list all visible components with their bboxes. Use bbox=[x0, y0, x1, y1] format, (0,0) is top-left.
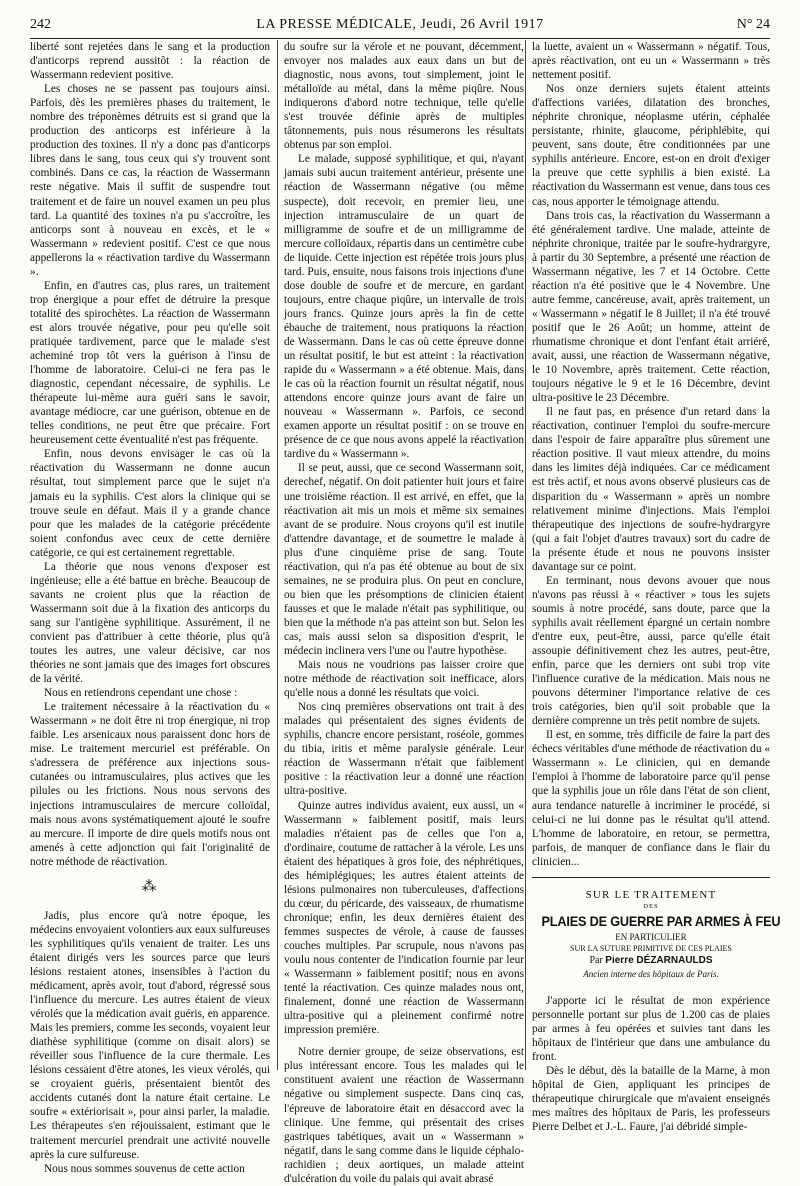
paragraph: Quinze autres individus avaient, eux aussi, un « Wassermann » faiblement positif, mais leurs maladies n'étaient pas de celles que l'on a, d'ordinaire, coutume de rattacher à la vérole. Les uns étaient des hépatiques à gros foie, des néphrétiques, des hémiplégiques; les autres étaient atteints de lésions pulmonaires non tuberculeuses, d'affections du cœur, du péricarde, des vaisseaux, de rhumatisme chronique; enfin, les deux dernières étaient des femmes suspectes de vérole, à cause de fausses couches multiples. Par scrupule, nous n'avons pas voulu nous contenter de l'indication fournie par leur « Wassermann » faiblement positif; nous en avons tenté la réactivation. Ces quinze malades nous ont, finalement, donné une réaction de Wassermann ultra-positive qui a pleinement confirmé notre impression première. bbox=[284, 799, 524, 1037]
article-heading bbox=[532, 888, 781, 980]
article-kicker: SUR LE TRAITEMENT bbox=[585, 888, 717, 901]
paragraph: J'apporte ici le résultat de mon expérience personnelle portant sur plus de 1.200 cas de plaies par armes à feu opérées et suivies tant dans les hôpitaux de l'intérieur que dans une ambulance du front. bbox=[532, 994, 770, 1063]
text-column-2 bbox=[284, 40, 524, 1185]
text-column-1 bbox=[30, 40, 270, 1175]
paragraph: Les choses ne se passent pas toujours ainsi. Parfois, dès les premières phases du traitement, le nombre des tréponèmes détruits est si grand que la production des anticorps est inférieure à la production des toxines. Il n'y a donc pas d'anticorps libres dans le sang, tous ceux qui s'y trouvent sont combinés. Dans ce cas, la réaction de Wassermann reste négative. Mais il suffit de suspendre tout traitement et de faire un nouvel examen un peu plus tard. La quantité des toxines n'a pu s'accroître, les anticorps sont à nouveau en excès, et le « Wassermann » redevient positif. C'est ce que nous appellerons la « réactivation tardive du Wassermann ». bbox=[30, 83, 270, 278]
column-divider bbox=[277, 40, 278, 1070]
text-column-3 bbox=[532, 40, 781, 1134]
paragraph: Il est, en somme, très difficile de faire la part des échecs véritables d'une méthode de réactivation du « Wassermann ». Le clinicien, qui en demande l'emploi à l'homme de laboratoire parce qu'il pense que la syphilis joue un rôle dans l'état de son client, aura tendance naturelle à incriminer le procédé, si celui-ci ne lui donne pas le résultat qu'il attend. L'homme de laboratoire, en retour, se permettra, parfois, de manquer de confiance dans le flair du clinicien... bbox=[532, 729, 770, 868]
page-number: 242 bbox=[30, 17, 51, 32]
issue-number: N° 24 bbox=[736, 17, 770, 32]
paragraph: Enfin, nous devons envisager le cas où la réactivation du Wassermann ne donne aucun résultat, tout simplement parce que le sujet n'a jamais eu la syphilis. C'est alors la clinique qui se trouve seule en défaut. Mais il y a grande chance pour que les malades de la catégorie précédente soient confondus avec ceux de cette dernière catégorie, ce qui est certainement regrettable. bbox=[30, 448, 270, 559]
article-divider bbox=[532, 877, 770, 878]
paragraph: Nous en retiendrons cependant une chose : bbox=[44, 687, 238, 700]
article-connector: DES bbox=[643, 902, 659, 910]
section-separator: ⁂ bbox=[141, 878, 159, 895]
article-subtitle: EN PARTICULIER bbox=[615, 931, 687, 942]
paragraph: Le malade, supposé syphilitique, et qui, n'ayant jamais subi aucun traitement antérieur, présente une réaction de Wassermann négative (ou même suspecte), doit recevoir, en premier lieu, une injection intramusculaire de un quart de milligramme de soufre et de un milligramme de mercure colloïdaux, répartis dans un centimètre cube de liquide. Cette injection est répétée trois jours plus tard. Puis, ensuite, nous faisons trois injections d'une dose double de soufre et de mercure, en gardant toujours, entre chaque piqûre, un intervalle de trois jours francs. Quinze jours après la fin de cette ébauche de traitement, nous pratiquons la réaction de Wassermann. Dans le cas où cette épreuve donne un résultat positif, le but est atteint : la réactivation rapide du « Wassermann » a été obtenue. Mais, dans le cas où la réaction fournit un résultat négatif, nous attendons encore quinze jours avant de faire un nouveau « Wassermann ». Parfois, ce second examen apporte un résultat positif : on se trouve en présence de ce que nous avons appelé la réactivation tardive du « Wassermann ». bbox=[284, 153, 524, 461]
paragraph: du soufre sur la vérole et ne pouvant, décemment, envoyer nos malades aux eaux dans un but de diagnostic, nous avons, tout simplement, joint le métalloïde au métal, dans la même piqûre. Nous indiquerons d'abord notre technique, telle qu'elle s'est trouvée définie après de multiples tâtonnements, puis nous résumerons les résultats obtenus par son emploi. bbox=[284, 41, 524, 152]
article-subtitle: SUR LA SUTURE PRIMITIVE DE CES PLAIES bbox=[570, 943, 732, 953]
paragraph: Il se peut, aussi, que ce second Wassermann soit, derechef, négatif. On doit patienter huit jours et faire une troisième réaction. Il est arrivé, en effet, que la réactivation ait mis un mois et même six semaines avant de se produire. Nous croyons qu'il est inutile d'attendre davantage, et de soumettre le malade à plus d'une cinquième prise de sang. Toute réactivation, qui n'a pas été obtenue au bout de six semaines, ne se produira plus. On peut en conclure, ou bien que les présomptions de clinicien étaient fausses et que le malade n'était pas syphilitique, ou bien que la méthode n'a pas atteint son but. Selon les cas, mais aussi selon sa disposition d'esprit, le médecin inclinera vers l'une ou l'autre hypothèse. bbox=[284, 462, 524, 658]
paragraph: Le traitement nécessaire à la réactivation du « Wassermann » ne doit être ni trop énergique, ni trop faible. Les arsenicaux nous paraissent donc hors de mise. Le traitement mercuriel est préférable. On s'adressera de préférence aux injections sous-cutanées ou intramusculaires, plus actives que les pilules ou les frictions. Nous nous servons des injections intramusculaires de mercure colloïdal, mais nous avons systématiquement ajouté le soufre au mercure. Il importe de dire quels motifs nous ont amenés à cette adjonction qui fait l'originalité de notre méthode de réactivation. bbox=[30, 701, 270, 868]
byline-prefix: Par bbox=[589, 954, 603, 966]
paragraph: Nos onze derniers sujets étaient atteints d'affections variées, dilatation des bronches, néphrite chronique, néoplasme utérin, céphalée persistante, rhinite, glaucome, périphlébite, qui peuvent, sans doute, être conditionnées par une syphilis antérieure. Encore, est-on en droit d'exiger la preuve que cette syphilis a bien existé. La réactivation du Wassermann est venue, dans tous ces cas, nous apporter le témoignage attendu. bbox=[532, 83, 770, 208]
paragraph: la luette, avaient un « Wassermann » négatif. Tous, après réactivation, ont eu un « Wassermann » très nettement positif. bbox=[532, 41, 770, 82]
paragraph: Mais nous ne voudrions pas laisser croire que notre méthode de réactivation soit inefficace, alors qu'elle nous a donné les résultats que voici. bbox=[284, 659, 524, 700]
paragraph: liberté sont rejetées dans le sang et la production d'anticorps reprend aussitôt : la réaction de Wassermann redevient positive. bbox=[30, 41, 270, 82]
paragraph: Dès le début, dès la bataille de la Marne, à mon hôpital de Gien, appliquant les principes de thérapeutique chirurgicale que m'avaient enseignés mes maîtres des hôpitaux de Paris, les professeurs Pierre Delbet et J.-L. Faure, j'ai débridé simple- bbox=[532, 1065, 770, 1134]
paragraph: Dans trois cas, la réactivation du Wassermann a été généralement tardive. Une malade, atteinte de néphrite chronique, traitée par le soufre-hydrargyre, à partir du 30 Septembre, a présenté une réaction de Wassermann négative, les 7 et 14 Octobre. Cette réaction n'a été positive que le 4 Novembre. Une autre femme, cancéreuse, avait, après traitement, un « Wassermann » négatif le 8 Juillet; il n'a été trouvé positif que le 26 Août; un homme, atteint de rhumatisme chronique et dont l'enfant était arriéré, avait, aussi, une réaction de Wassermann négative, le 10 Novembre, après traitement. Cette réaction, toujours négative le 9 et le 16 Décembre, devint ultra-positive le 23 Décembre. bbox=[532, 209, 770, 405]
paragraph: En terminant, nous devons avouer que nous n'avons pas réussi à « réactiver » tous les sujets soumis à notre procédé, sans doute, parce que la syphilis avait réellement épargné un certain nombre d'entre eux, peut-être, aussi, parce qu'elle était assoupie définitivement chez les autres, peut-être, enfin, parce que les derniers ont subi trop vite l'influence curative de la médication. Mais nous ne pouvons déterminer l'importance relative de ces trois catégories, bien qu'il soit probable que la dernière comprenne un très petit nombre de sujets. bbox=[532, 574, 770, 728]
author-name: Pierre DÉZARNAULDS bbox=[605, 954, 713, 966]
article-title: PLAIES DE GUERRE PAR ARMES À FEU bbox=[541, 913, 781, 929]
paragraph: Nous nous sommes souvenus de cette action bbox=[44, 1162, 245, 1175]
page-header bbox=[30, 12, 770, 39]
paragraph: Jadis, plus encore qu'à notre époque, les médecins envoyaient volontiers aux eaux sulfureuses les syphilitiques qu'ils venaient de traiter. Les uns étaient dirigés vers les sources parce que leurs lésions restaient atones, insensibles à l'action du médicament, après avoir, tout d'abord, régressé sous l'influence du mercure. Les autres étaient de vieux vérolés que la médication avait guéris, en apparence. Mais les premiers, comme les seconds, voyaient leur diathèse syphilitique (comme on disait alors) se réveiller sous l'influence de la cure thermale. Les lésions cessaient d'être atones, les vieux vérolés, qui se croyaient guéris, présentaient bientôt des accidents cutanés dont la nature était certaine. Le soufre « extériorisait », pour ainsi parler, la maladie. Les thérapeutes s'en réjouissaient, estimant que le traitement mercuriel prendrait une activité nouvelle après la cure sulfureuse. bbox=[30, 909, 270, 1161]
paragraph: Nos cinq premières observations ont trait à des malades qui présentaient des signes évidents de syphilis, chancre encore persistant, roséole, gommes du tibia, iritis et même paralysie générale. Leur réaction de Wassermann n'était que faiblement positive : la réactivation leur a donné une réaction ultra-positive. bbox=[284, 701, 524, 798]
article-byline bbox=[532, 954, 770, 968]
journal-title: LA PRESSE MÉDICALE, Jeudi, 26 Avril 1917 bbox=[256, 17, 544, 32]
paragraph: Il ne faut pas, en présence d'un retard dans la réactivation, continuer l'emploi du soufre-mercure dans l'espoir de faire apparaître plus sûrement une réaction positive. Il vaut mieux attendre, du moins dans les limites déjà indiquées. Car ce médicament est très actif, et nous avons observé plusieurs cas de disparition du « Wassermann » après un nombre relativement minime d'injections. Mais l'emploi thérapeutique des injections de soufre-hydrargyre (qui a fait l'objet d'autres travaux) sort du cadre de la présente étude et nous ne pouvons insister davantage sur ce point. bbox=[532, 406, 770, 573]
paragraph: Notre dernier groupe, de seize observations, est plus intéressant encore. Tous les malades qui le constituent avaient une réaction de Wassermann négative ou simplement suspecte. Dans cinq cas, l'épreuve de laboratoire était en désaccord avec la clinique. Une femme, qui présentait des crises gastriques tabétiques, avait un « Wassermann » négatif, dans le sang comme dans le liquide céphalo-rachidien ; deux aortiques, un malade atteint d'ulcération du voile du palais qui avait abrasé bbox=[284, 1046, 524, 1185]
paragraph: La théorie que nous venons d'exposer est ingénieuse; elle a été battue en brèche. Beaucoup de savants ne croient plus que la réaction de Wassermann soit due à la fixation des anticorps du sang sur l'antigène syphilitique. Assurément, il ne convient pas d'attribuer à cette théorie, plus qu'à toutes les autres, une valeur décisive, car nos théories ne sont jamais que des images fort obscures de la vérité. bbox=[30, 560, 270, 686]
paragraph: Enfin, en d'autres cas, plus rares, un traitement trop énergique a pour effet de détruire la presque totalité des spirochètes. La réaction de Wassermann est alors trouvée négative, pour peu qu'elle soit pratiquée tardivement, parce que le malade s'est acheminé trop tôt vers la guérison à l'insu de l'homme de laboratoire. Celui-ci ne fera pas le diagnostic, cependant nécessaire, de syphilis. Le thérapeute lui-même aura guéri sans le savoir, avantage médiocre, car une guérison, obtenue en de telles conditions, ne peut être que précaire. Fort heureusement cette éventualité n'est pas fréquente. bbox=[30, 279, 270, 447]
column-divider bbox=[525, 40, 526, 1070]
author-affiliation: Ancien interne des hôpitaux de Paris. bbox=[583, 968, 719, 979]
